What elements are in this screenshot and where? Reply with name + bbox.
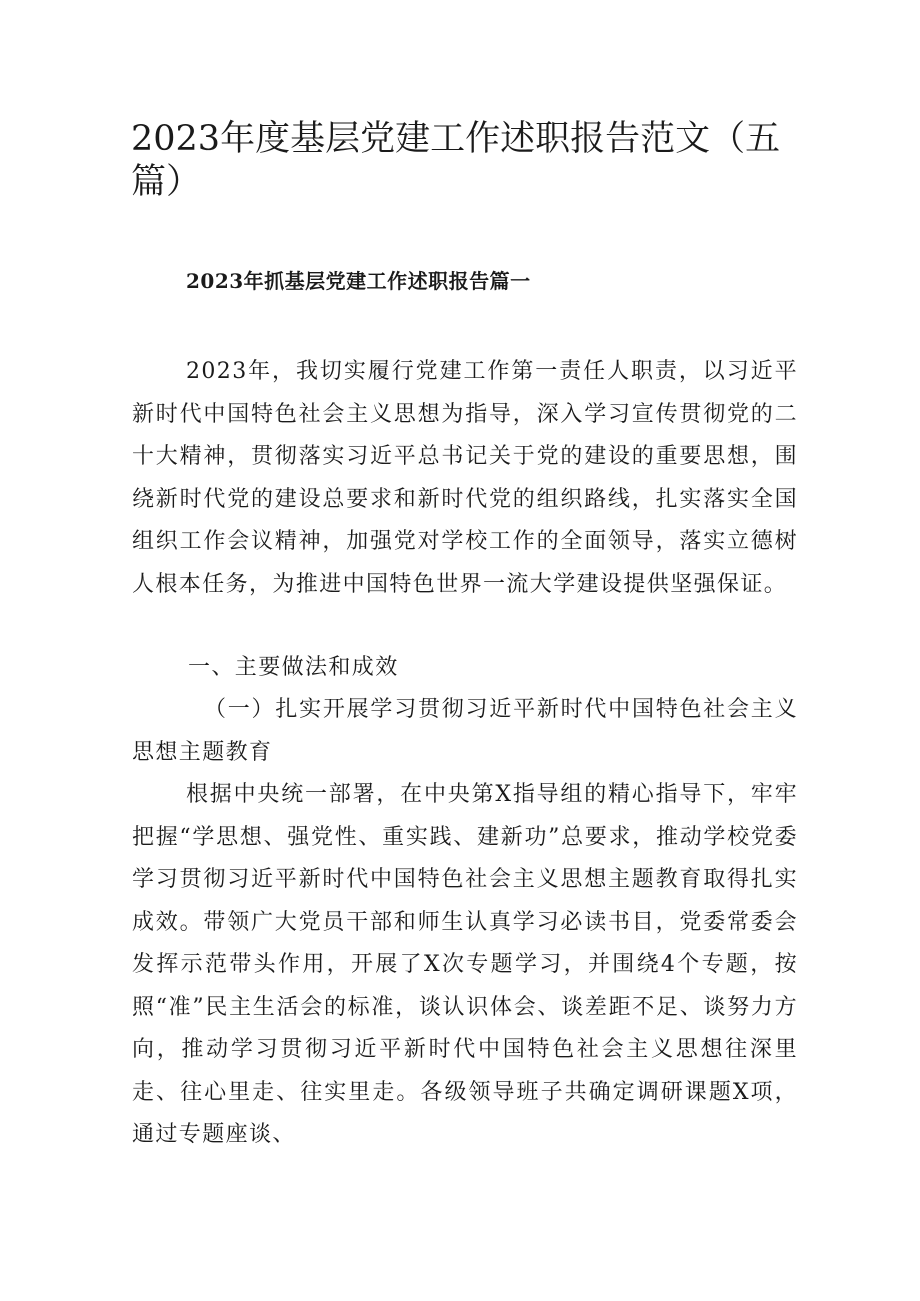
- heading-level-1: 一、主要做法和成效: [188, 655, 399, 680]
- body-paragraph: 根据中央统一部署，在中央第X指导组的精心指导下，牢牢把握“学思想、强党性、重实践、建新功”总要求，推动学校党委学习贯彻习近平新时代中国特色社会主义思想主题教育取得扎实成效。带领广大党员干部和师生认真学习必读书目，党委常委会发挥示范带头作用，开展了X次专题学习，并围绕4个专题，按照“准”民主生活会的标准，谈认识体会、谈差距不足、谈努力方向，推动学习贯彻习近平新时代中国特色社会主义思想往深里走、往心里走、往实里走。各级领导班子共确定调研课题X项，通过专题座谈、: [132, 782, 798, 1147]
- section-title: 2023年抓基层党建工作述职报告篇一: [186, 269, 531, 293]
- document-title: 2023年度基层党建工作述职报告范文（五篇）: [131, 119, 781, 202]
- heading-level-2: （一）扎实开展学习贯彻习近平新时代中国特色社会主义思想主题教育: [132, 697, 798, 765]
- intro-paragraph: 2023年，我切实履行党建工作第一责任人职责，以习近平新时代中国特色社会主义思想为指导，深入学习宣传贯彻党的二十大精神，贯彻落实习近平总书记关于党的建设的重要思想，围绕新时代党的建设总要求和新时代党的组织路线，扎实落实全国组织工作会议精神，加强党对学校工作的全面领导，落实立德树人根本任务，为推进中国特色世界一流大学建设提供坚强保证。: [132, 359, 798, 597]
